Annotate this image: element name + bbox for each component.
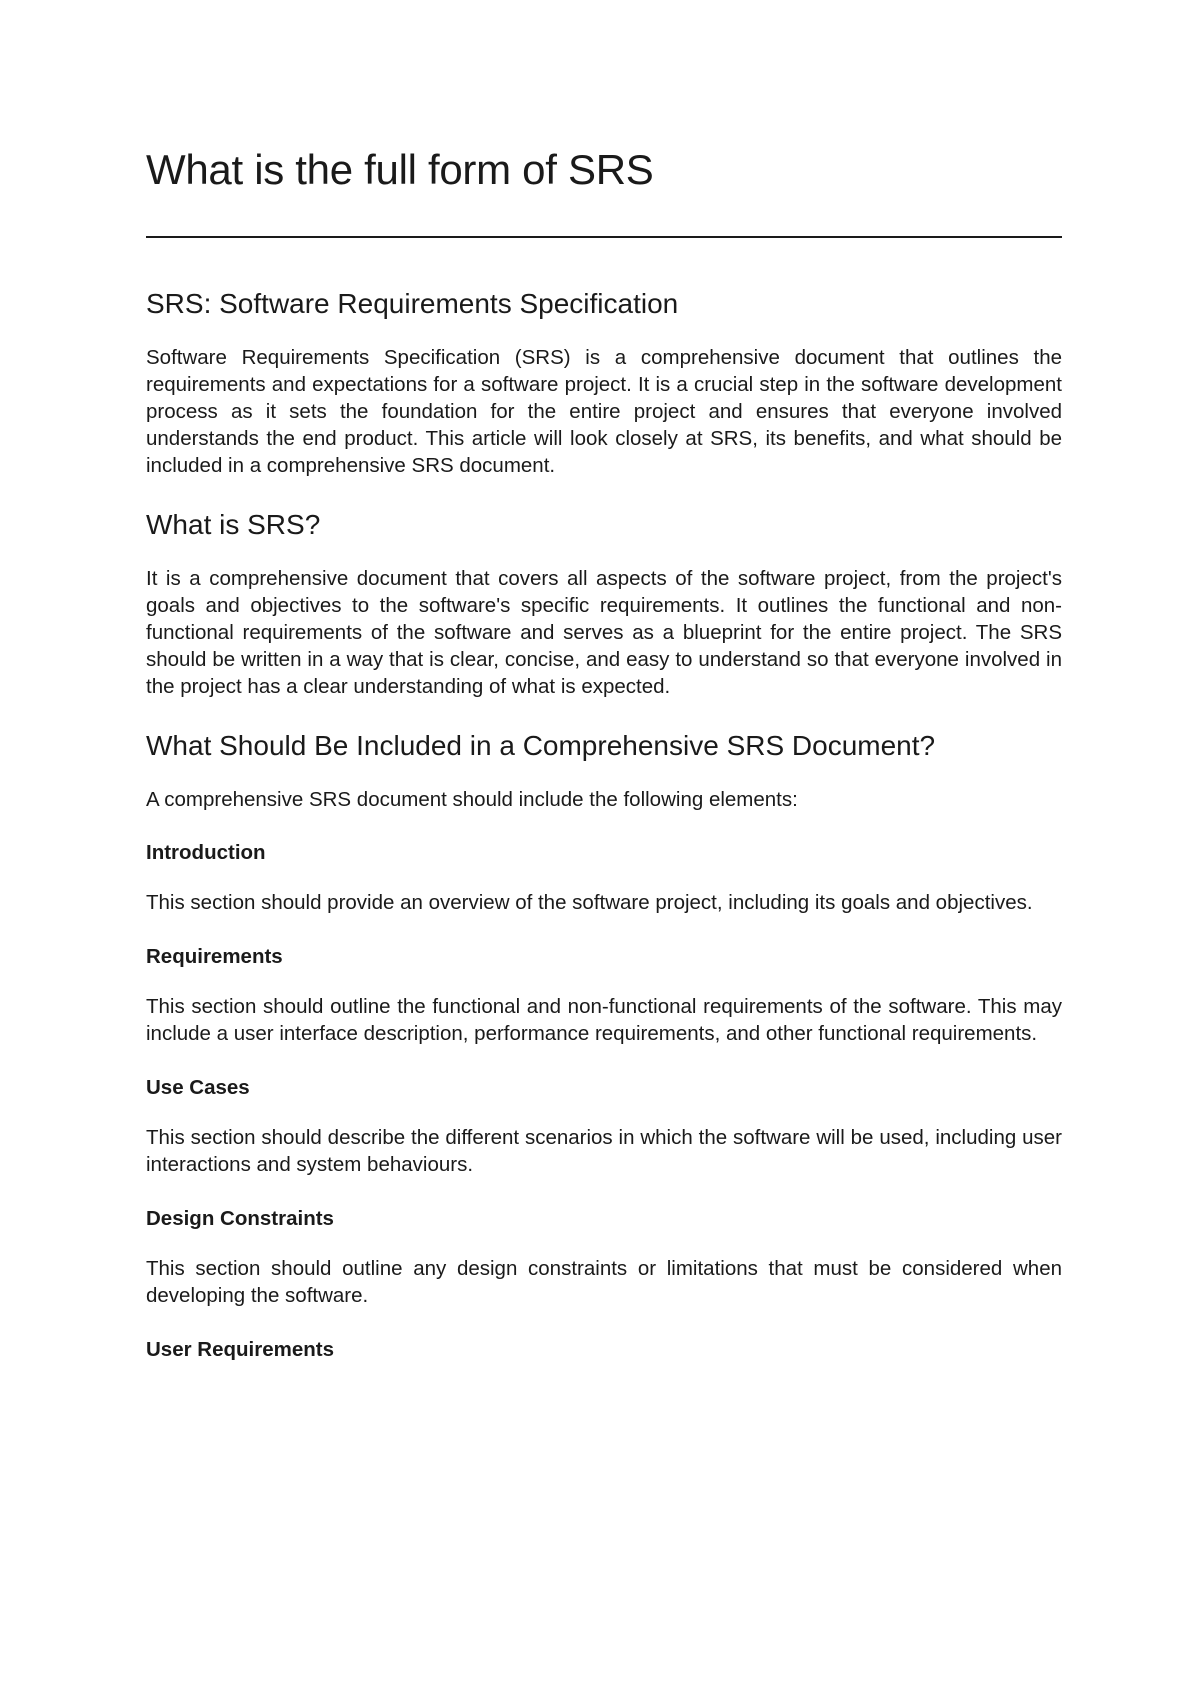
subheading-introduction: Introduction xyxy=(146,841,266,864)
section-paragraph-what-is-srs: It is a comprehensive document that covers all aspects of the software project, from the project's goals and objectives to the software's specific requirements. It outlines the functional and non-functional requirements of the software and serves as a blueprint for the entire project. The SRS should be written in a way that is clear, concise, and easy to understand so that everyone involved in the project has a clear understanding of what is expected. xyxy=(146,567,1062,698)
paragraph-use-cases: This section should describe the different scenarios in which the software will be used, including user interactions and system behaviours. xyxy=(146,1126,1062,1176)
section-paragraph-srs-definition: Software Requirements Specification (SRS) is a comprehensive document that outlines the requirements and expectations for a software project. It is a crucial step in the software development process as it sets the foundation for the entire project and ensures that everyone involved understands the end product. This article will look closely at SRS, its benefits, and what should be included in a comprehensive SRS document. xyxy=(146,346,1062,477)
subheading-design-constraints: Design Constraints xyxy=(146,1207,334,1230)
section-intro-what-should-be-included: A comprehensive SRS document should include the following elements: xyxy=(146,788,798,811)
section-heading-what-should-be-included: What Should Be Included in a Comprehensive SRS Document? xyxy=(146,730,936,761)
subheading-requirements: Requirements xyxy=(146,945,283,968)
paragraph-introduction: This section should provide an overview of the software project, including its goals and objectives. xyxy=(146,891,1033,914)
section-heading-srs-definition: SRS: Software Requirements Specification xyxy=(146,288,679,319)
subheading-use-cases: Use Cases xyxy=(146,1076,250,1099)
paragraph-requirements: This section should outline the functional and non-functional requirements of the software. This may include a user interface description, performance requirements, and other functional requirements. xyxy=(146,995,1062,1045)
subheading-user-requirements: User Requirements xyxy=(146,1338,334,1361)
title-divider xyxy=(146,236,1062,238)
document-content xyxy=(146,140,1062,1363)
paragraph-design-constraints: This section should outline any design constraints or limitations that must be considered when developing the software. xyxy=(146,1257,1062,1307)
page-title: What is the full form of SRS xyxy=(146,146,654,193)
section-heading-what-is-srs: What is SRS? xyxy=(146,509,321,540)
